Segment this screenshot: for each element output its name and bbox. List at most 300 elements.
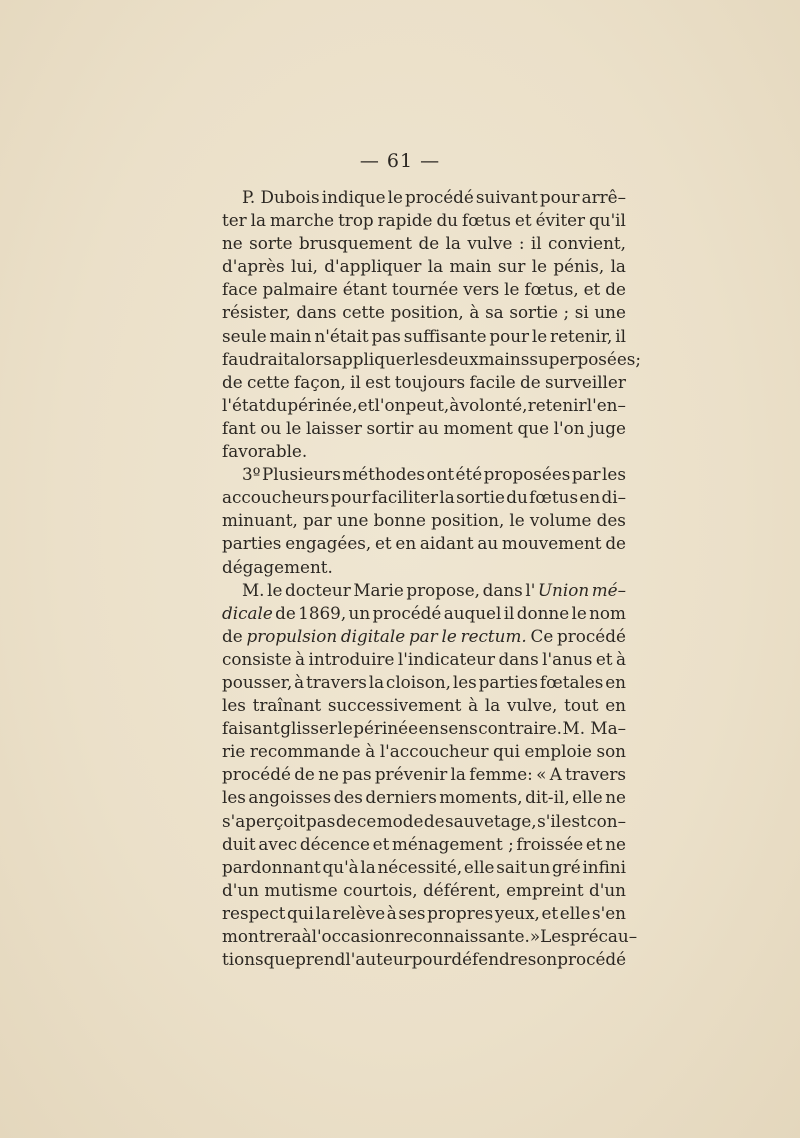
word: propres <box>427 902 494 923</box>
word: surveiller <box>544 371 626 392</box>
word: aidant <box>419 533 474 554</box>
word: décence <box>299 833 370 854</box>
word: le <box>504 279 520 300</box>
word: fœtales <box>539 671 604 692</box>
word: l'auteur <box>345 949 412 970</box>
body-text <box>222 186 642 971</box>
word: cette <box>342 302 385 323</box>
word: propose, <box>406 579 481 600</box>
word: vers <box>463 279 500 300</box>
word: emploie <box>524 741 592 762</box>
word: suivant <box>475 187 538 207</box>
word: brusquement <box>298 233 413 254</box>
word: ce <box>356 810 377 831</box>
word: pour <box>411 949 452 970</box>
word: ont <box>426 464 455 485</box>
word: en <box>418 718 440 739</box>
word: les <box>222 787 246 808</box>
word: la <box>368 671 385 692</box>
word: des <box>333 787 363 808</box>
word: contraire. <box>478 718 563 739</box>
word: les <box>452 671 477 692</box>
word: le <box>509 510 525 531</box>
word: il <box>530 233 542 254</box>
word: et <box>595 648 613 669</box>
text-line <box>222 625 626 648</box>
word: retenir, <box>550 325 613 346</box>
word: et <box>583 279 601 300</box>
text-line <box>222 833 626 856</box>
word: pas <box>306 810 336 831</box>
word: minuant, <box>222 510 298 531</box>
word: en <box>605 695 626 716</box>
text-line <box>222 486 626 509</box>
word: pas <box>342 764 372 785</box>
word: appliquer <box>332 348 414 369</box>
word: main <box>449 256 492 277</box>
page-number: — 61 — <box>359 150 441 172</box>
text-line <box>222 810 626 833</box>
word: méthodes <box>342 464 426 485</box>
word: lui, <box>291 256 318 277</box>
text-line <box>222 325 626 348</box>
word: ou <box>260 417 282 438</box>
word: travers <box>565 764 626 785</box>
word: convient, <box>548 233 626 254</box>
word: sa <box>485 302 504 323</box>
word: empreint <box>506 879 584 900</box>
word: son <box>596 741 626 762</box>
word: pénis, <box>553 256 605 277</box>
word: et <box>585 833 603 854</box>
word: de <box>294 764 315 785</box>
word: du <box>436 210 458 231</box>
text-line <box>222 602 626 625</box>
word: moments, <box>439 787 523 808</box>
word: dicale <box>222 602 273 623</box>
word: sortie <box>456 487 505 508</box>
word: l'état <box>222 394 266 415</box>
word: qui <box>493 741 520 762</box>
text-line <box>222 694 626 717</box>
word: 3º <box>242 464 261 485</box>
word: pour <box>539 187 580 207</box>
word: la <box>439 487 455 508</box>
word: défendre <box>451 949 528 970</box>
word: : <box>518 233 525 254</box>
word: à <box>295 648 306 669</box>
word: alors <box>289 348 333 369</box>
word: qu'il <box>589 210 626 231</box>
word: procédé <box>557 625 626 646</box>
word: M. Ma– <box>562 718 626 739</box>
word: la <box>445 233 461 254</box>
text-line <box>222 509 626 532</box>
word: la <box>315 902 331 923</box>
word: tions <box>222 949 264 970</box>
word: la <box>427 256 444 277</box>
word: marche <box>270 210 335 231</box>
word: qu'à <box>322 856 359 877</box>
word: sait <box>496 856 527 877</box>
word: donne <box>516 602 570 623</box>
word: faisant <box>222 718 280 739</box>
word: été <box>455 464 483 485</box>
text-line <box>222 556 626 579</box>
word: d'un <box>589 879 626 900</box>
word: façon, <box>294 371 346 392</box>
word: pousser, <box>222 671 293 692</box>
word: il <box>350 371 361 392</box>
word: des <box>596 510 626 531</box>
word: déférent, <box>423 879 501 900</box>
word: faudrait <box>222 348 290 369</box>
word: prend <box>295 949 346 970</box>
word: infini <box>582 856 626 877</box>
word: de <box>418 233 440 254</box>
word: à <box>449 394 460 415</box>
word: de <box>222 371 243 392</box>
text-line <box>222 440 626 463</box>
word: docteur <box>285 579 351 600</box>
word: ne <box>222 233 243 254</box>
word: est <box>365 371 391 392</box>
word: indique <box>321 187 386 207</box>
word: s'il <box>537 810 562 831</box>
word: n'était <box>314 325 369 346</box>
word: sauvetage, <box>445 810 537 831</box>
word: derniers <box>365 787 437 808</box>
word: l'on <box>374 394 406 415</box>
word: l'en– <box>586 394 626 415</box>
word: résister, <box>222 302 291 323</box>
word: mé– <box>591 579 626 600</box>
word: que <box>263 949 296 970</box>
word: le <box>387 187 403 207</box>
word: son <box>527 949 558 970</box>
word: fœtus <box>461 210 511 231</box>
word: précau– <box>569 926 638 946</box>
word: l'on <box>553 417 585 438</box>
text-line <box>222 301 626 324</box>
word: mode <box>376 810 424 831</box>
word: nom <box>589 602 626 623</box>
text-line <box>222 786 626 809</box>
word: courtois, <box>343 879 418 900</box>
text-line <box>222 532 626 555</box>
word: de <box>605 279 626 300</box>
word: ter <box>222 210 247 231</box>
word: fœtus <box>529 487 579 508</box>
text-line <box>222 232 626 255</box>
word: il <box>615 325 626 346</box>
word: accoucheurs <box>222 487 330 508</box>
word: à <box>294 671 305 692</box>
word: l' <box>525 579 536 600</box>
word: deux <box>437 348 479 369</box>
text-line <box>222 879 626 902</box>
word: » <box>529 926 541 946</box>
word: vulve <box>467 233 513 254</box>
word: pardonnant <box>222 856 321 877</box>
word: dans <box>498 648 539 669</box>
word: par <box>408 625 438 646</box>
text-line <box>222 740 626 763</box>
word: une <box>336 510 369 531</box>
word: proposées <box>483 464 571 485</box>
word: seule <box>222 325 267 346</box>
word: facile <box>469 371 516 392</box>
word: reconnaissante. <box>395 926 530 946</box>
word: et <box>514 210 532 231</box>
word: elle <box>572 787 603 808</box>
word: ménagement ; <box>392 833 514 854</box>
word: à <box>615 648 626 669</box>
word: en <box>395 533 417 554</box>
word: angoisses <box>248 787 332 808</box>
word: mouvement <box>501 533 602 554</box>
word: au <box>477 533 499 554</box>
word: parties <box>478 671 539 692</box>
word: dans <box>296 302 337 323</box>
word: yeux, <box>494 902 540 923</box>
word: à <box>365 741 376 762</box>
word: ne <box>605 787 626 808</box>
word: l'accoucheur <box>379 741 489 762</box>
word: Union <box>537 579 590 600</box>
word: vulve, <box>506 695 558 716</box>
text-line <box>222 186 626 209</box>
word: glisser <box>280 718 337 739</box>
word: favorable. <box>222 441 308 462</box>
word: mains <box>478 348 530 369</box>
word: arrê– <box>581 187 626 207</box>
word: Les <box>540 926 570 946</box>
text-line <box>222 463 626 486</box>
word: le <box>531 256 548 277</box>
word: tournée <box>391 279 459 300</box>
word: palmaire <box>262 279 338 300</box>
word: que <box>517 417 550 438</box>
word: et <box>541 902 559 923</box>
word: le <box>337 718 353 739</box>
word: duit <box>222 833 256 854</box>
word: et <box>374 533 392 554</box>
word: d'après <box>222 256 285 277</box>
word: les <box>602 464 626 485</box>
word: dans <box>482 579 523 600</box>
word: prévenir <box>374 764 448 785</box>
word: con– <box>587 810 626 831</box>
text-line <box>222 417 626 440</box>
text-line <box>222 648 626 671</box>
word: pour <box>489 325 530 346</box>
word: d'un <box>222 879 259 900</box>
word: procédé <box>404 187 474 207</box>
text-line <box>222 717 626 740</box>
word: en <box>579 487 601 508</box>
text-line <box>222 209 626 232</box>
word: étant <box>342 279 387 300</box>
word: du <box>506 487 528 508</box>
word: travers <box>306 671 367 692</box>
word: si <box>574 302 589 323</box>
word: l'indicateur <box>397 648 496 669</box>
word: s'en <box>591 902 626 923</box>
text-line <box>222 948 626 971</box>
word: position, <box>390 302 464 323</box>
word: engagées, <box>285 533 372 554</box>
word: par <box>302 510 332 531</box>
word: elle <box>559 902 591 923</box>
word: traînant <box>252 695 322 716</box>
text-line <box>222 278 626 301</box>
word: Plusieurs <box>262 464 341 485</box>
word: recommande <box>249 741 361 762</box>
word: en <box>605 671 626 692</box>
word: sortir <box>366 417 414 438</box>
text-line <box>222 925 638 948</box>
word: auquel <box>443 602 502 623</box>
word: de <box>520 371 541 392</box>
word: le <box>267 579 283 600</box>
word: peut, <box>405 394 450 415</box>
word: successivement <box>327 695 462 716</box>
word: d'appliquer <box>324 256 422 277</box>
word: moment <box>443 417 513 438</box>
word: 1869, <box>298 602 347 623</box>
word: montrera <box>222 926 302 946</box>
word: un <box>348 602 371 623</box>
word: fant <box>222 417 256 438</box>
word: ne <box>318 764 339 785</box>
word: faciliter <box>371 487 439 508</box>
word: le <box>285 417 302 438</box>
word: rapide <box>377 210 433 231</box>
word: dégagement. <box>222 556 333 577</box>
word: gré <box>552 856 581 877</box>
text-line <box>222 671 626 694</box>
word: s'aperçoit <box>222 810 306 831</box>
word: cette <box>246 371 290 392</box>
word: di– <box>601 487 626 508</box>
word: il <box>503 602 515 623</box>
word: la <box>450 764 466 785</box>
text-line <box>222 763 626 786</box>
word: les <box>413 348 438 369</box>
word: une <box>594 302 626 323</box>
word: propulsion <box>246 625 338 646</box>
text-line <box>222 856 626 879</box>
word: de <box>222 625 243 646</box>
word: rectum. <box>460 625 527 646</box>
word: l'occasion <box>311 926 396 946</box>
text-line <box>222 348 642 371</box>
word: femme: <box>469 764 533 785</box>
text-line <box>222 394 626 417</box>
word: qui <box>286 902 314 923</box>
word: à <box>386 902 397 923</box>
word: P. Dubois <box>242 187 320 207</box>
word: Ce <box>530 625 554 646</box>
word: superposées; <box>529 348 642 369</box>
word: un <box>528 856 551 877</box>
word: ne <box>605 833 626 854</box>
word: fœtus, <box>524 279 579 300</box>
word: face <box>222 279 258 300</box>
word: A <box>549 764 562 785</box>
word: de <box>275 602 296 623</box>
word: elle <box>463 856 495 877</box>
word: digitale <box>340 625 406 646</box>
word: M. <box>242 579 265 600</box>
word: est <box>561 810 587 831</box>
word: l'anus <box>542 648 593 669</box>
word: volonté, <box>459 394 528 415</box>
word: et <box>357 394 375 415</box>
word: nécessité, <box>377 856 463 877</box>
word: pour <box>330 487 371 508</box>
word: mutisme <box>264 879 338 900</box>
word: de <box>335 810 357 831</box>
word: cloison, <box>385 671 452 692</box>
word: à <box>301 926 312 946</box>
word: sortie ; <box>509 302 570 323</box>
word: volume <box>529 510 592 531</box>
word: bonne <box>373 510 426 531</box>
word: le <box>571 602 587 623</box>
word: sens <box>439 718 478 739</box>
word: de <box>605 533 626 554</box>
word: pas <box>371 325 401 346</box>
word: laisser <box>305 417 362 438</box>
word: main <box>269 325 312 346</box>
word: parties <box>222 533 282 554</box>
word: rie <box>222 741 246 762</box>
word: la <box>360 856 376 877</box>
word: suffisante <box>403 325 487 346</box>
word: retenir <box>527 394 587 415</box>
word: consiste <box>222 648 292 669</box>
word: respect <box>222 902 286 923</box>
word: la <box>250 210 267 231</box>
word: introduire <box>308 648 395 669</box>
word: toujours <box>394 371 466 392</box>
text-line <box>222 902 626 925</box>
word: par <box>571 464 601 485</box>
word: froissée <box>516 833 584 854</box>
word: le <box>531 325 548 346</box>
word: Marie <box>353 579 404 600</box>
word: la <box>610 256 626 277</box>
word: procédé <box>222 764 291 785</box>
word: dit-il, <box>525 787 570 808</box>
word: périnée, <box>287 394 358 415</box>
word: relève <box>332 902 386 923</box>
word: et <box>372 833 390 854</box>
word: de <box>423 810 445 831</box>
word: éviter <box>535 210 586 231</box>
word: sur <box>497 256 526 277</box>
word: la <box>484 695 501 716</box>
word: au <box>418 417 439 438</box>
word: position, <box>431 510 505 531</box>
text-line <box>222 579 626 602</box>
word: le <box>441 625 457 646</box>
word: à <box>469 302 480 323</box>
word: juge <box>589 417 626 438</box>
word: avec <box>258 833 298 854</box>
